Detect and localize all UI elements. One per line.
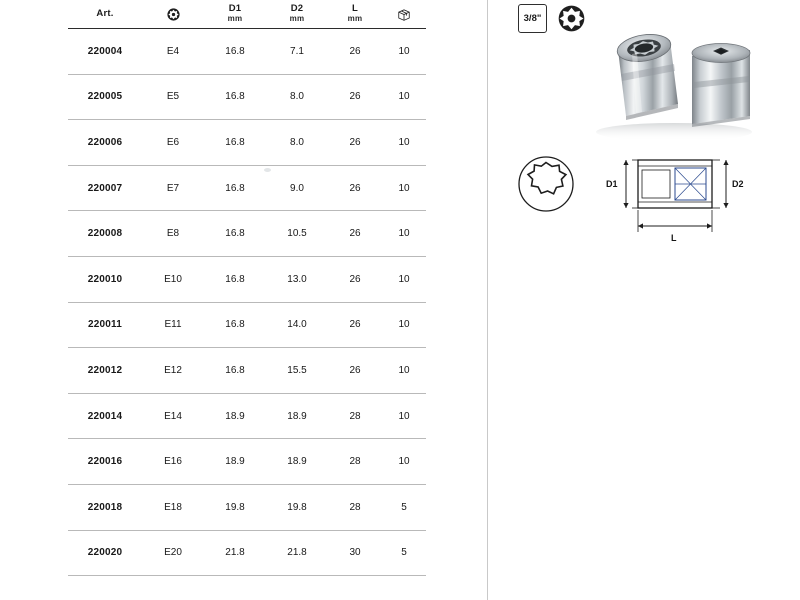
cell-l: 26: [328, 29, 382, 75]
column-header-l: [328, 0, 382, 29]
cell-d2: 18.9: [266, 393, 328, 439]
cell-size: E14: [142, 393, 204, 439]
cell-l: 30: [328, 530, 382, 576]
cell-d2: 7.1: [266, 29, 328, 75]
cell-pack: 10: [382, 120, 426, 166]
cell-size: E4: [142, 29, 204, 75]
cell-l: 28: [328, 484, 382, 530]
cell-art: 220007: [68, 165, 142, 211]
table-header: [68, 0, 426, 29]
cell-art: 220006: [68, 120, 142, 166]
cell-art: 220010: [68, 256, 142, 302]
column-header-l-unit: mm: [347, 13, 363, 23]
cell-pack: 10: [382, 439, 426, 485]
cell-d1: 19.8: [204, 484, 266, 530]
dimension-label-l: L: [671, 233, 677, 243]
torx-profile-outline: [519, 157, 573, 211]
column-header-d1: [204, 0, 266, 29]
table-row: [68, 211, 426, 257]
cell-d1: 16.8: [204, 348, 266, 394]
cell-l: 26: [328, 256, 382, 302]
cell-size: E6: [142, 120, 204, 166]
cell-d2: 8.0: [266, 74, 328, 120]
table-row: [68, 165, 426, 211]
cell-size: E10: [142, 256, 204, 302]
column-header-d2-unit: mm: [289, 13, 305, 23]
cell-d1: 16.8: [204, 165, 266, 211]
cell-pack: 10: [382, 211, 426, 257]
column-header-art: [68, 0, 142, 29]
cell-pack: 10: [382, 165, 426, 211]
cell-d1: 16.8: [204, 120, 266, 166]
dimension-label-d1: D1: [606, 179, 618, 189]
cell-d1: 18.9: [204, 439, 266, 485]
cell-art: 220018: [68, 484, 142, 530]
cell-d2: 8.0: [266, 120, 328, 166]
table-row: [68, 348, 426, 394]
column-header-d2: [266, 0, 328, 29]
cell-d1: 16.8: [204, 29, 266, 75]
cell-pack: 10: [382, 348, 426, 394]
cell-d2: 9.0: [266, 165, 328, 211]
table-row: [68, 302, 426, 348]
cell-art: 220020: [68, 530, 142, 576]
cell-art: 220011: [68, 302, 142, 348]
table-row: [68, 256, 426, 302]
column-header-l-label: L: [351, 3, 358, 15]
cell-d2: 18.9: [266, 439, 328, 485]
table-row: [68, 120, 426, 166]
socket-cross-section: [606, 160, 744, 243]
column-header-d1-label: D1: [228, 3, 242, 15]
cell-d2: 13.0: [266, 256, 328, 302]
cell-size: E7: [142, 165, 204, 211]
cell-l: 26: [328, 74, 382, 120]
cell-l: 26: [328, 348, 382, 394]
table-row: [68, 393, 426, 439]
product-illustration-panel: [488, 0, 800, 600]
cell-l: 28: [328, 439, 382, 485]
cell-d2: 15.5: [266, 348, 328, 394]
specification-table-container: [68, 0, 426, 600]
cell-d2: 19.8: [266, 484, 328, 530]
cell-art: 220012: [68, 348, 142, 394]
cell-l: 26: [328, 211, 382, 257]
cell-l: 26: [328, 120, 382, 166]
table-body: [68, 29, 426, 576]
cell-art: 220008: [68, 211, 142, 257]
product-photo: [574, 20, 784, 142]
cell-art: 220016: [68, 439, 142, 485]
cell-size: E5: [142, 74, 204, 120]
column-header-art-label: Art.: [96, 7, 114, 19]
cell-art: 220004: [68, 29, 142, 75]
cell-size: E18: [142, 484, 204, 530]
specification-table: [68, 0, 426, 576]
cell-l: 28: [328, 393, 382, 439]
package-icon: [397, 8, 411, 21]
cell-d2: 10.5: [266, 211, 328, 257]
scan-artifact: [264, 168, 271, 172]
cell-d1: 21.8: [204, 530, 266, 576]
column-header-package: [382, 0, 426, 29]
cell-d2: 14.0: [266, 302, 328, 348]
cell-l: 26: [328, 302, 382, 348]
cell-pack: 5: [382, 484, 426, 530]
column-header-torx: [142, 0, 204, 29]
cell-art: 220005: [68, 74, 142, 120]
cell-d1: 16.8: [204, 302, 266, 348]
cell-l: 26: [328, 165, 382, 211]
cell-d1: 16.8: [204, 256, 266, 302]
cell-d1: 16.8: [204, 211, 266, 257]
cell-size: E8: [142, 211, 204, 257]
cell-pack: 5: [382, 530, 426, 576]
torx-icon: [167, 8, 180, 21]
cell-size: E11: [142, 302, 204, 348]
table-row: [68, 530, 426, 576]
cell-size: E20: [142, 530, 204, 576]
cell-art: 220014: [68, 393, 142, 439]
dimension-label-d2: D2: [732, 179, 744, 189]
table-header-row: [68, 0, 426, 29]
cell-pack: 10: [382, 393, 426, 439]
table-row: [68, 74, 426, 120]
cell-d2: 21.8: [266, 530, 328, 576]
cell-pack: 10: [382, 256, 426, 302]
drive-size-badge: 3/8": [518, 4, 547, 33]
cell-d1: 18.9: [204, 393, 266, 439]
cell-pack: 10: [382, 29, 426, 75]
cell-d1: 16.8: [204, 74, 266, 120]
column-header-d2-label: D2: [290, 3, 304, 15]
dimension-diagram: [506, 146, 791, 256]
column-header-d1-unit: mm: [227, 13, 243, 23]
table-row: [68, 29, 426, 75]
cell-size: E12: [142, 348, 204, 394]
cell-pack: 10: [382, 302, 426, 348]
cell-pack: 10: [382, 74, 426, 120]
cell-size: E16: [142, 439, 204, 485]
table-row: [68, 439, 426, 485]
table-row: [68, 484, 426, 530]
